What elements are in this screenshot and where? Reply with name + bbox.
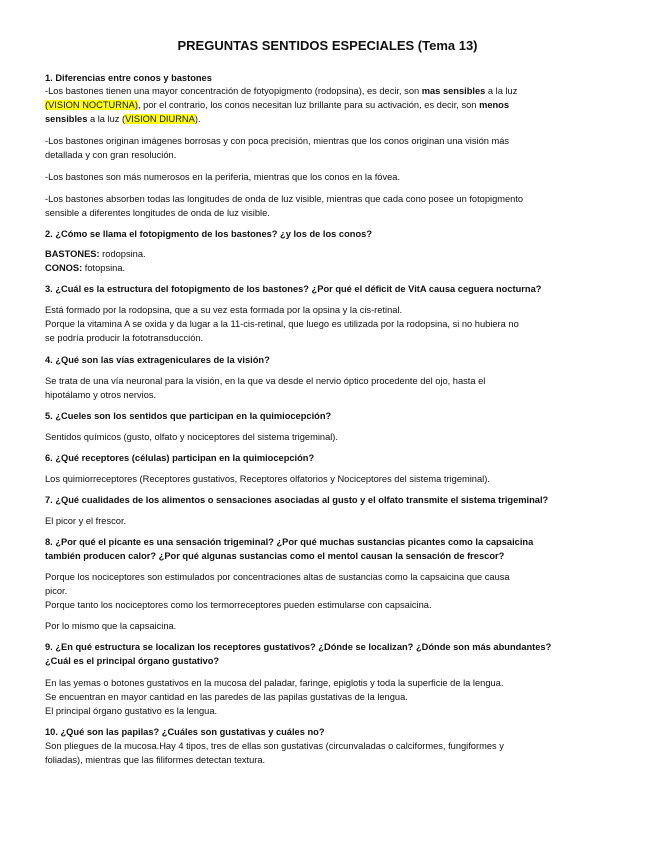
q1-text: -Los bastones tienen una mayor concentración de fotyopigmento (rodopsina), es decir, son	[45, 86, 422, 96]
q9-answer-line-2: Se encuentran en mayor cantidad en las paredes de las papilas gustativas de la lengua.	[45, 692, 408, 702]
q10-answer-line-1: Son pliegues de la mucosa.Hay 4 tipos, tres de ellas son gustativas (circunvaladas o calciformes, fungiformes y	[45, 741, 504, 751]
q3-answer-line-3: se podría producir la fototransducción.	[45, 333, 204, 343]
q2-heading: 2. ¿Cómo se llama el fotopigmento de los bastones? ¿y los de los conos?	[45, 229, 372, 239]
q9-heading-line-2: ¿Cuál es el principal órgano gustativo?	[45, 656, 220, 666]
q9-answer-line-3: El principal órgano gustativo es la lengua.	[45, 706, 218, 716]
q6-heading: 6. ¿Qué receptores (células) participan en la quimiocepción?	[45, 453, 315, 463]
highlight-vision-nocturna: (VISION NOCTURNA)	[45, 100, 138, 110]
q1-heading: 1. Diferencias entre conos y bastones	[45, 73, 212, 83]
q6-answer: Los quimiorreceptores (Receptores gustativos, Receptores olfatorios y Nociceptores del sistema trigeminal).	[45, 474, 490, 484]
q8-answer-line-3: Porque tanto los nociceptores como los termorreceptores pueden estimularse con capsaicina.	[45, 600, 432, 610]
q1-bold-text: sensibles	[45, 114, 88, 124]
q5-heading: 5. ¿Cueles son los sentidos que participan en la quimiocepción?	[45, 411, 332, 421]
q2-label-bastones: BASTONES:	[45, 249, 100, 259]
q5-answer: Sentidos químicos (gusto, olfato y nociceptores del sistema trigeminal).	[45, 432, 338, 442]
q9-heading-line-1: 9. ¿En qué estructura se localizan los receptores gustativos? ¿Dónde se localizan? ¿Dónde son más abundantes?	[45, 642, 552, 652]
q3-answer-line-2: Porque la vitamina A se oxida y da lugar a la 11-cis-retinal, que luego es utilizada por la rodopsina, si no hubiera no	[45, 319, 519, 329]
q1-paragraph-1-line-1	[45, 85, 517, 97]
q4-answer-line-1: Se trata de una vía neuronal para la visión, en la que va desde el nervio óptico procedente del ojo, hasta el	[45, 376, 486, 386]
q9-answer-line-1: En las yemas o botones gustativos en la mucosa del paladar, faringe, epiglotis y toda la superficie de la lengua.	[45, 678, 504, 688]
q2-answer-1	[45, 248, 146, 260]
q1-text: ).	[194, 114, 201, 124]
q3-heading: 3. ¿Cuál es la estructura del fotopigmento de los bastones? ¿Por qué el déficit de VitA causa ceguera nocturna?	[45, 284, 542, 294]
highlight-vision-diurna: VISION DIURNA	[125, 114, 195, 124]
q1-paragraph-4-line-2: sensible a diferentes longitudes de onda de luz visible.	[45, 208, 270, 218]
q2-answer-text: fotopsina.	[82, 263, 126, 273]
q7-answer: El picor y el frescor.	[45, 516, 127, 526]
q8-answer-line-2: picor.	[45, 586, 68, 596]
q1-paragraph-2-line-2: detallada y con gran resolución.	[45, 150, 177, 160]
q10-heading: 10. ¿Qué son las papilas? ¿Cuáles son gustativas y cuáles no?	[45, 727, 325, 737]
q1-paragraph-2-line-1: -Los bastones originan imágenes borrosas y con poca precisión, mientras que los conos originan una visión más	[45, 136, 510, 146]
q1-text: a la luz (	[87, 114, 126, 124]
q4-heading: 4. ¿Qué son las vías extrageniculares de la visión?	[45, 355, 270, 365]
q1-text: , por el contrario, los conos necesitan luz brillante para su activación, es decir, son	[137, 100, 480, 110]
q1-paragraph-4-line-1: -Los bastones absorben todas las longitudes de onda de luz visible, mientras que cada cono posee un fotopigmento	[45, 194, 524, 204]
q8-heading-line-2: también producen calor? ¿Por qué algunas sustancias como el mentol causan la sensación de frescor?	[45, 551, 505, 561]
q2-label-conos: CONOS:	[45, 263, 83, 273]
q1-bold-text: mas sensibles	[421, 86, 486, 96]
q4-answer-line-2: hipotálamo y otros nervios.	[45, 390, 157, 400]
q7-heading: 7. ¿Qué cualidades de los alimentos o sensaciones asociadas al gusto y el olfato transmite el sistema trigeminal?	[45, 495, 549, 505]
q1-paragraph-1-line-2	[45, 99, 509, 111]
q2-answer-2	[45, 262, 125, 274]
q1-bold-text: menos	[479, 100, 510, 110]
q8-answer-line-1: Porque los nociceptores son estimulados por concentraciones altas de sustancias como la capsaicina que causa	[45, 572, 510, 582]
q1-paragraph-3: -Los bastones son más numerosos en la periferia, mientras que los conos en la fóvea.	[45, 172, 401, 182]
q10-answer-line-2: foliadas), mientras que las filiformes detectan textura.	[45, 755, 266, 765]
q1-paragraph-1-line-3	[45, 113, 201, 125]
q8-answer-line-4: Por lo mismo que la capsaicina.	[45, 621, 177, 631]
document-title: PREGUNTAS SENTIDOS ESPECIALES (Tema 13)	[177, 38, 478, 53]
q3-answer-line-1: Está formado por la rodopsina, que a su vez esta formada por la opsina y la cis-retinal.	[45, 305, 403, 315]
q2-answer-text: rodopsina.	[99, 249, 146, 259]
q8-heading-line-1: 8. ¿Por qué el picante es una sensación trigeminal? ¿Por qué muchas sustancias picantes como la capsaicina	[45, 537, 534, 547]
q1-text: a la luz	[485, 86, 518, 96]
